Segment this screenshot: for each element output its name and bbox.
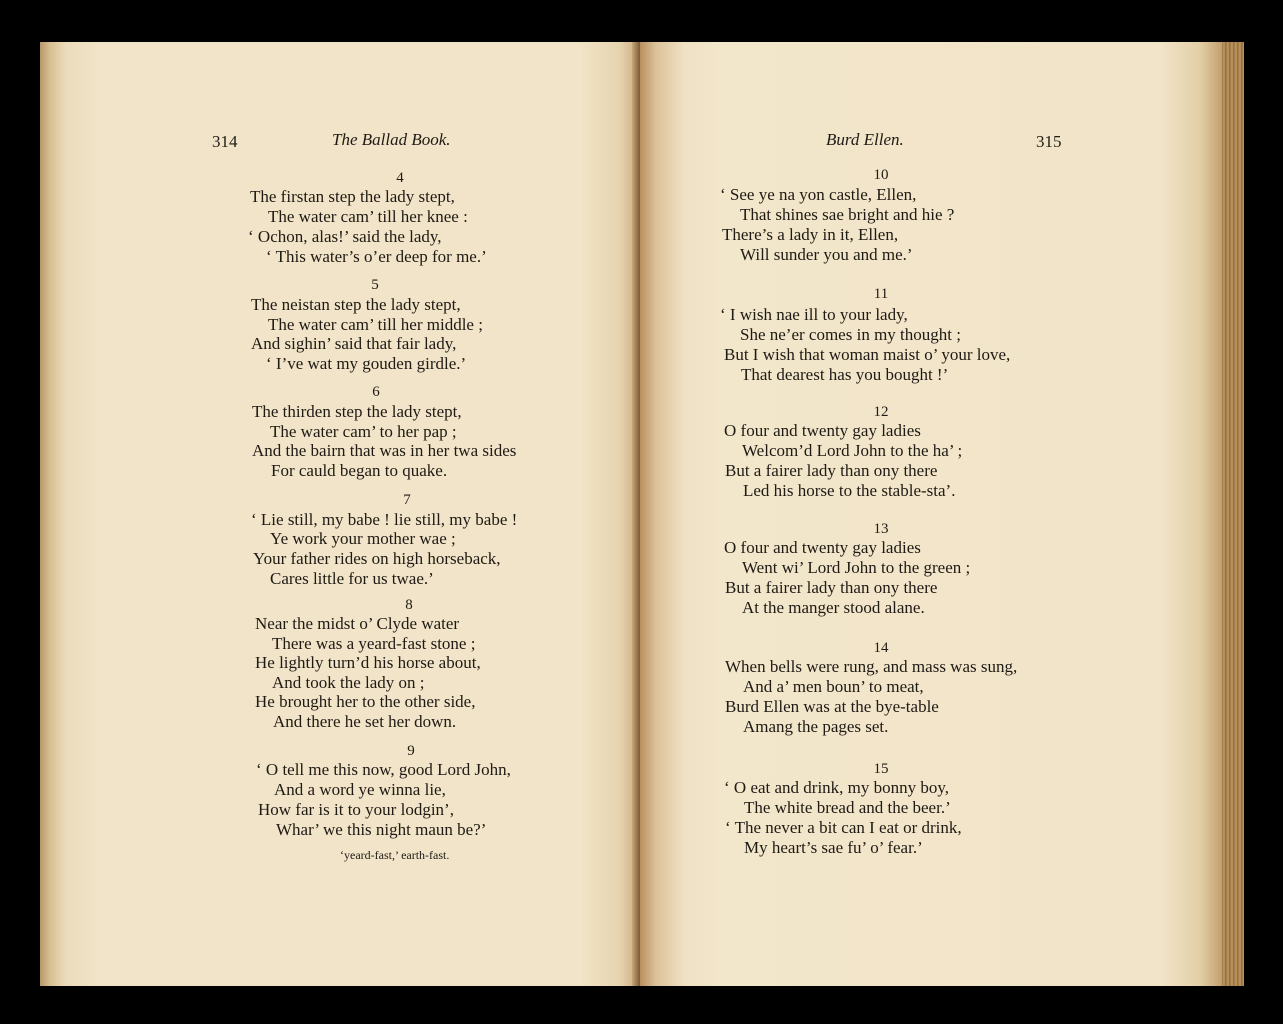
stanza-number: 7	[403, 492, 411, 508]
verse-line: O four and twenty gay ladies	[724, 538, 921, 557]
verse-line: And took the lady on ;	[272, 673, 425, 692]
stanza-number: 10	[873, 167, 889, 183]
stanza-number: 4	[396, 170, 404, 186]
verse-line: ‘ The never a bit can I eat or drink,	[725, 818, 962, 837]
right-page	[640, 42, 1244, 986]
page-edges	[1222, 42, 1244, 986]
verse-line: For cauld began to quake.	[271, 461, 448, 480]
verse-line: The neistan step the lady stept,	[251, 295, 461, 314]
verse-line: Burd Ellen was at the bye-table	[725, 697, 939, 716]
verse-line: That shines sae bright and hie ?	[740, 205, 955, 224]
verse-line: ‘ Lie still, my babe ! lie still, my babe !	[251, 510, 518, 529]
verse-line: ‘ This water’s o’er deep for me.’	[266, 247, 487, 266]
verse-line: Your father rides on high horseback,	[253, 549, 501, 568]
verse-line: Went wi’ Lord John to the green ;	[742, 558, 971, 577]
verse-line: Cares little for us twae.’	[270, 569, 434, 588]
stanza-number: 14	[873, 640, 889, 656]
verse-line: Amang the pages set.	[743, 717, 889, 736]
verse-line: And a word ye winna lie,	[274, 780, 446, 799]
verse-line: And the bairn that was in her twa sides	[252, 441, 517, 460]
stanza-number: 12	[873, 404, 889, 420]
page-number-right: 315	[1036, 132, 1062, 151]
verse-line: There’s a lady in it, Ellen,	[722, 225, 899, 244]
verse-line: ‘ See ye na yon castle, Ellen,	[720, 185, 917, 204]
verse-line: He brought her to the other side,	[255, 692, 476, 711]
verse-line: Whar’ we this night maun be?’	[276, 820, 487, 839]
verse-line: But I wish that woman maist o’ your love,	[724, 345, 1011, 364]
left-page	[40, 42, 640, 986]
running-title-left: The Ballad Book.	[332, 130, 451, 149]
verse-line: ‘ O eat and drink, my bonny boy,	[724, 778, 950, 797]
stanza-number: 9	[407, 743, 415, 759]
verse-line: Near the midst o’ Clyde water	[255, 614, 460, 633]
stanza-number: 11	[873, 286, 889, 302]
verse-line: And a’ men boun’ to meat,	[743, 677, 924, 696]
verse-line: The water cam’ till her knee :	[268, 207, 468, 226]
verse-line: Welcom’d Lord John to the ha’ ;	[742, 441, 963, 460]
verse-line: That dearest has you bought !’	[741, 365, 949, 384]
verse-line: ‘ O tell me this now, good Lord John,	[256, 760, 511, 779]
verse-line: The water cam’ till her middle ;	[268, 315, 483, 334]
verse-line: O four and twenty gay ladies	[724, 421, 921, 440]
verse-line: Will sunder you and me.’	[740, 245, 913, 264]
running-title-right: Burd Ellen.	[826, 130, 904, 149]
verse-line: ‘ I wish nae ill to your lady,	[720, 305, 908, 324]
verse-line: ‘ I’ve wat my gouden girdle.’	[266, 354, 467, 373]
verse-line: Led his horse to the stable-sta’.	[743, 481, 956, 500]
verse-line: At the manger stood alane.	[742, 598, 925, 617]
open-book	[40, 42, 1244, 986]
verse-line: How far is it to your lodgin’,	[258, 800, 454, 819]
verse-line: The water cam’ to her pap ;	[270, 422, 457, 441]
verse-line: And there he set her down.	[273, 712, 457, 731]
verse-line: But a fairer lady than ony there	[725, 461, 938, 480]
page-number-left: 314	[212, 132, 238, 151]
verse-line: There was a yeard-fast stone ;	[272, 634, 476, 653]
verse-line: Ye work your mother wae ;	[270, 529, 456, 548]
footnote: ‘yeard-fast,’ earth-fast.	[340, 848, 450, 862]
stanza-number: 15	[873, 761, 889, 777]
verse-line: And sighin’ said that fair lady,	[251, 334, 457, 353]
stanza-number: 8	[405, 597, 413, 613]
verse-line: She ne’er comes in my thought ;	[740, 325, 961, 344]
verse-line: The thirden step the lady stept,	[252, 402, 462, 421]
verse-line: But a fairer lady than ony there	[725, 578, 938, 597]
verse-line: He lightly turn’d his horse about,	[255, 653, 481, 672]
stanza-number: 6	[372, 384, 380, 400]
verse-line: The firstan step the lady stept,	[250, 187, 455, 206]
verse-line: When bells were rung, and mass was sung,	[725, 657, 1018, 676]
verse-line: ‘ Ochon, alas!’ said the lady,	[248, 227, 442, 246]
stanza-number: 5	[371, 277, 379, 293]
verse-line: My heart’s sae fu’ o’ fear.’	[744, 838, 923, 857]
verse-line: The white bread and the beer.’	[744, 798, 951, 817]
stanza-number: 13	[873, 521, 889, 537]
